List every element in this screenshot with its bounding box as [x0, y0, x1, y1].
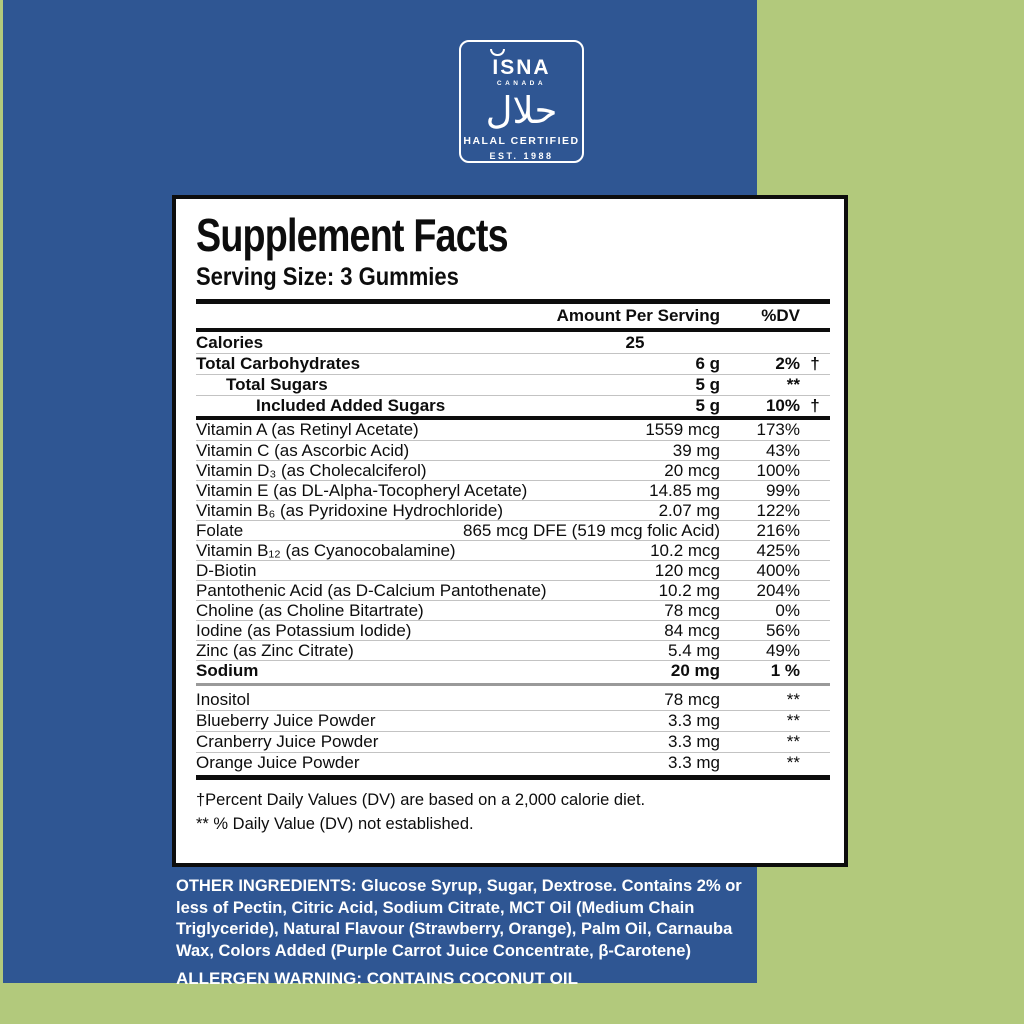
nutrient-amount: 3.3 mg	[668, 753, 720, 772]
nutrient-name: Vitamin B₆ (as Pyridoxine Hydrochloride)	[196, 500, 503, 520]
nutrient-amount: 78 mcg	[664, 600, 720, 620]
nutrient-amount: 84 mcg	[664, 620, 720, 640]
table-row	[196, 689, 830, 710]
nutrient-name: Vitamin A (as Retinyl Acetate)	[196, 420, 419, 439]
vitamin-mineral-rows-section	[196, 420, 830, 680]
nutrient-dv: 0%	[775, 600, 800, 620]
table-row	[196, 420, 830, 440]
supplement-facts-panel	[172, 195, 848, 867]
nutrient-dv: 122%	[756, 500, 800, 520]
divider-thick	[196, 775, 830, 780]
nutrient-dv: **	[786, 732, 800, 751]
macro-rows-section	[196, 332, 830, 416]
nutrient-dv: 204%	[756, 580, 800, 600]
table-row	[196, 710, 830, 731]
allergen-warning-text: ALLERGEN WARNING: CONTAINS COCONUT OIL	[176, 969, 578, 988]
nutrient-amount: 3.3 mg	[668, 732, 720, 751]
nutrient-amount: 120 mcg	[654, 560, 720, 580]
crescent-icon	[490, 49, 505, 56]
badge-arabic-halal-text: حلال	[485, 89, 558, 132]
divider-gray	[196, 683, 830, 686]
table-row	[196, 440, 830, 460]
nutrient-dagger: †	[810, 396, 820, 415]
nutrient-dv: 43%	[765, 440, 800, 460]
nutrient-dv: 1 %	[770, 660, 800, 680]
nutrient-name: Iodine (as Potassium Iodide)	[196, 620, 412, 640]
nutrient-dv: 425%	[756, 540, 800, 560]
nutrient-dagger: †	[810, 354, 820, 373]
nutrient-dv: 100%	[756, 460, 800, 480]
nutrient-amount: 1559 mcg	[645, 420, 720, 439]
header-percent-dv: %DV	[761, 306, 800, 325]
nutrient-amount: 5 g	[695, 396, 720, 415]
nutrient-amount: 20 mcg	[664, 460, 720, 480]
column-header-row	[196, 304, 830, 328]
nutrient-dv: 99%	[765, 480, 800, 500]
nutrient-name: Inositol	[196, 689, 250, 709]
nutrient-dv: **	[786, 711, 800, 730]
serving-size: Serving Size: 3 Gummies	[196, 263, 459, 291]
nutrient-amount: 14.85 mg	[649, 480, 720, 500]
badge-certified-label: HALAL CERTIFIED	[463, 135, 580, 147]
nutrient-name: Vitamin C (as Ascorbic Acid)	[196, 440, 410, 460]
nutrient-amount: 10.2 mg	[658, 580, 720, 600]
table-row	[196, 620, 830, 640]
nutrient-amount: 39 mg	[672, 440, 720, 460]
badge-region: CANADA	[496, 80, 547, 87]
table-row	[196, 580, 830, 600]
table-row	[196, 660, 830, 680]
table-row	[196, 540, 830, 560]
footnote-daily-values: †Percent Daily Values (DV) are based on a 2,000 calorie diet.	[196, 791, 646, 809]
nutrient-name: Vitamin E (as DL-Alpha-Tocopheryl Acetate)	[196, 480, 528, 500]
table-row	[196, 395, 830, 416]
nutrient-name: Cranberry Juice Powder	[196, 732, 379, 751]
table-row	[196, 752, 830, 773]
nutrient-name: Choline (as Choline Bitartrate)	[196, 600, 424, 620]
nutrient-dv: 10%	[765, 396, 800, 415]
table-row	[196, 640, 830, 660]
nutrient-amount: 3.3 mg	[668, 711, 720, 730]
nutrient-dv: 216%	[756, 520, 800, 540]
nutrient-name: Sodium	[196, 660, 259, 680]
nutrient-amount: 20 mg	[670, 660, 720, 680]
nutrient-dv: **	[786, 753, 800, 772]
table-row	[196, 480, 830, 500]
nutrient-name: Orange Juice Powder	[196, 753, 360, 772]
badge-org-name: ISNA	[492, 56, 551, 79]
nutrient-dv: 2%	[775, 354, 800, 373]
nutrient-dv: 173%	[756, 420, 800, 439]
table-row	[196, 560, 830, 580]
header-amount-per-serving: Amount Per Serving	[556, 306, 720, 325]
nutrient-name: Included Added Sugars	[256, 396, 446, 415]
footnote-dv-not-established: ** % Daily Value (DV) not established.	[196, 815, 474, 833]
nutrient-dv: 56%	[765, 620, 800, 640]
nutrient-name: Calories	[196, 332, 264, 352]
nutrient-dv: **	[786, 689, 800, 709]
panel-title: Supplement Facts	[196, 209, 508, 261]
table-row	[196, 731, 830, 752]
nutrient-dv: **	[786, 375, 800, 394]
nutrient-amount: 25	[625, 332, 645, 352]
nutrient-name: Pantothenic Acid (as D-Calcium Pantothenate)	[196, 580, 547, 600]
nutrient-dv: 400%	[756, 560, 800, 580]
table-row	[196, 460, 830, 480]
nutrient-amount: 10.2 mcg	[650, 540, 720, 560]
table-row	[196, 353, 830, 374]
nutrient-name: Zinc (as Zinc Citrate)	[196, 640, 354, 660]
nutrient-dv: 49%	[765, 640, 800, 660]
nutrient-name: Total Sugars	[226, 375, 328, 394]
table-row	[196, 500, 830, 520]
table-row	[196, 520, 830, 540]
nutrient-amount: 865 mcg DFE (519 mcg folic Acid)	[463, 520, 720, 540]
nutrient-name: D-Biotin	[196, 560, 257, 580]
other-compound-rows-section	[196, 689, 830, 773]
nutrient-amount: 5 g	[695, 375, 720, 394]
table-row	[196, 600, 830, 620]
nutrient-name: Blueberry Juice Powder	[196, 711, 376, 730]
table-row	[196, 374, 830, 395]
table-row	[196, 332, 830, 353]
nutrient-name: Folate	[196, 520, 244, 540]
nutrient-name: Vitamin D₃ (as Cholecalciferol)	[196, 460, 427, 480]
badge-established-label: EST. 1988	[489, 151, 554, 161]
nutrient-amount: 6 g	[695, 354, 720, 373]
nutrient-name: Total Carbohydrates	[196, 354, 361, 373]
bottom-text-block	[176, 876, 760, 989]
nutrient-name: Vitamin B₁₂ (as Cyanocobalamine)	[196, 540, 456, 560]
halal-certified-badge	[459, 40, 584, 163]
other-ingredients-text: OTHER INGREDIENTS: Glucose Syrup, Sugar, Dextrose. Contains 2% or less of Pectin, Citric Acid, Sodium Citrate, MCT Oil (Medium Chain Triglyceride), Natural Flavour (Strawberry, Orange), Palm Oil, Carnauba Wax, Colors Added (Purple Carrot Juice Concentrate, β-Carotene)	[176, 877, 742, 960]
nutrient-amount: 5.4 mg	[668, 640, 720, 660]
nutrient-amount: 2.07 mg	[658, 500, 720, 520]
nutrient-amount: 78 mcg	[664, 689, 720, 709]
